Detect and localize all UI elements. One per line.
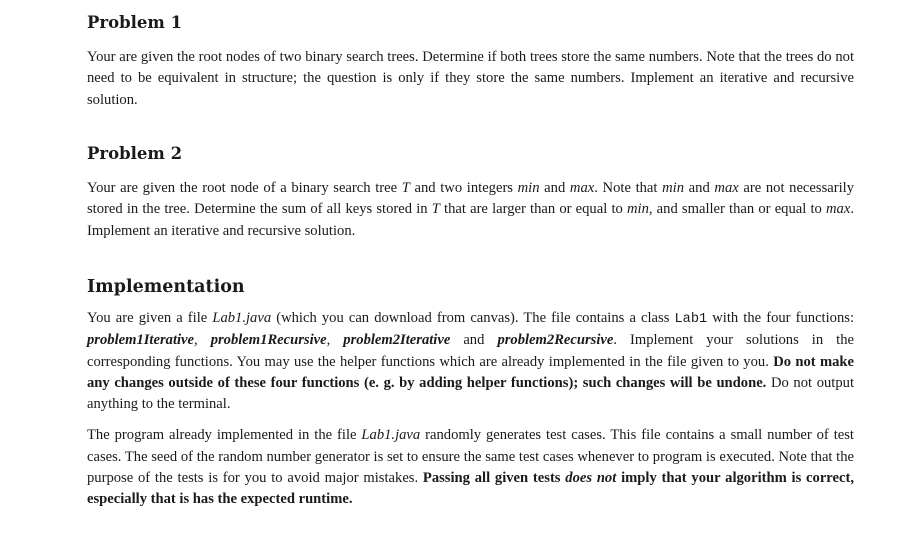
implementation-paragraph-1: You are given a file Lab1.java (which you can download from canvas). The file contains a class Lab1 with the four functions: problem1Iterative, problem1Recursive, problem2Iterative and problem2Recursive. Implement your solutions in the corresponding functions. You may use the helper functions which are already implemented in the file given to you. Do not make any changes outside of these four functions (e. g. by adding helper functions); such changes will be undone. Do not output anything to the terminal.	[87, 310, 854, 413]
problem-2-heading: Problem 2	[87, 144, 183, 163]
problem-2-text: Your are given the root node of a binary search tree T and two integers min and max. Note that min and max are not necessarily stored in the tree. Determine the sum of all keys stored in T that are larger than or equal to min, and smaller than or equal to max. Implement an iterative and recursive solution.	[87, 180, 854, 239]
problem-1-text: Your are given the root nodes of two binary search trees. Determine if both trees store the same numbers. Note that the trees do not need to be equivalent in structure; the question is only if they store the same numbers. Implement an iterative and recursive solution.	[87, 49, 854, 108]
implementation-section	[87, 277, 854, 511]
problem-1-heading: Problem 1	[87, 13, 183, 32]
problem-1-section	[87, 13, 854, 111]
implementation-paragraph-2: The program already implemented in the file Lab1.java randomly generates test cases. This file contains a small number of test cases. The seed of the random number generator is set to ensure the same test cases whenever to program is executed. Note that the purpose of the tests is for you to avoid major mistakes. Passing all given tests does not imply that your algorithm is correct, especially that is has the expected runtime.	[87, 427, 854, 508]
implementation-heading: Implementation	[87, 277, 245, 297]
problem-2-section	[87, 144, 854, 242]
